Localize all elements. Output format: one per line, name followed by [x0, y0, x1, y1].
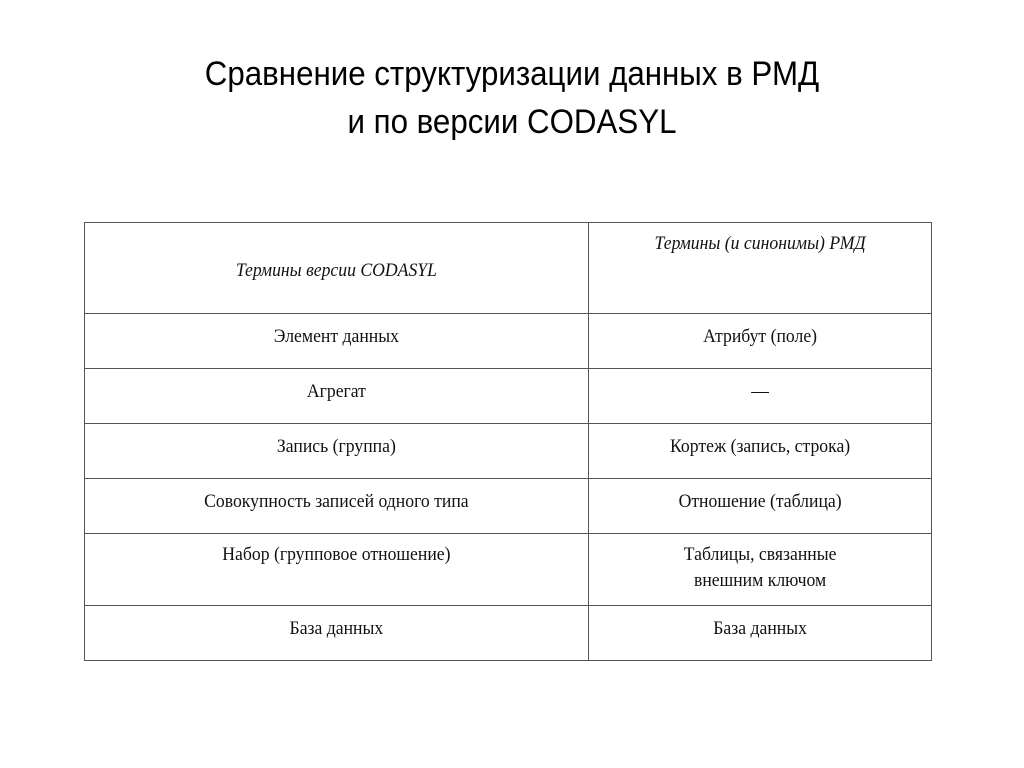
table-cell: Таблицы, связанные внешним ключом	[588, 534, 931, 606]
table-cell: База данных	[588, 606, 931, 661]
table-cell: —	[588, 369, 931, 424]
table-cell: Агрегат	[85, 369, 589, 424]
header-cell-codasyl: Термины версии CODASYL	[85, 223, 589, 314]
table-cell: Запись (группа)	[85, 424, 589, 479]
title-line-1: Сравнение структуризации данных в РМД	[204, 55, 820, 93]
table-header-row	[85, 223, 932, 314]
comparison-table	[84, 222, 932, 661]
table-cell: Набор (групповое отношение)	[85, 534, 589, 606]
table-cell: Совокупность записей одного типа	[85, 479, 589, 534]
table-cell: Атрибут (поле)	[588, 314, 931, 369]
table-cell: Кортеж (запись, строка)	[588, 424, 931, 479]
header-cell-rmd: Термины (и синонимы) РМД	[588, 223, 931, 314]
slide-title	[41, 50, 983, 146]
table-cell: Отношение (таблица)	[588, 479, 931, 534]
table-row	[85, 606, 932, 661]
table-row	[85, 314, 932, 369]
table-row	[85, 534, 932, 606]
table-row	[85, 479, 932, 534]
table-cell: База данных	[85, 606, 589, 661]
title-line-2: и по версии CODASYL	[347, 103, 677, 141]
table-row	[85, 424, 932, 479]
table-row	[85, 369, 932, 424]
table-cell: Элемент данных	[85, 314, 589, 369]
